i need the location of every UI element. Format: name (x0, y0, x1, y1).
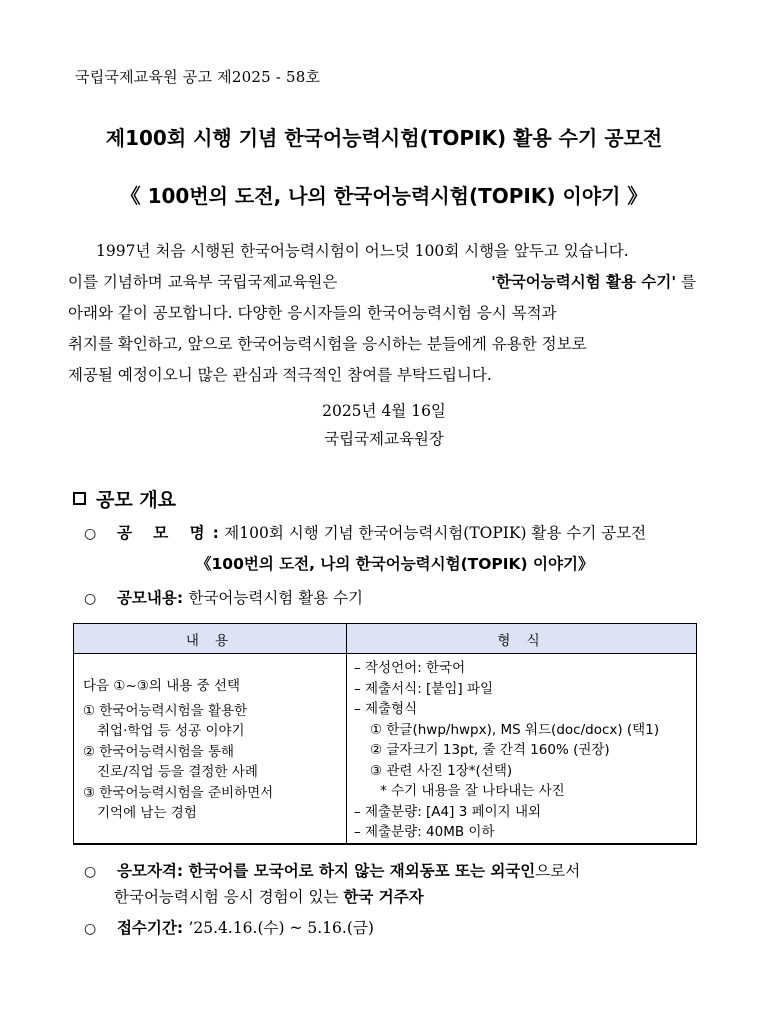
format-line: ① 한글(hwp/hwpx), MS 워드(doc/docx) (택1) (370, 721, 660, 738)
eligibility-pre: 한국어능력시험 응시 경험이 있는 (114, 888, 339, 906)
eligibility-label: 응모자격 (116, 862, 177, 880)
period-value: ’25.4.16.(수) ~ 5.16.(금) (188, 919, 374, 937)
format-line: – 제출형식 (354, 701, 418, 717)
format-line: ② 글자크기 13pt, 줄 간격 160% (권장) (370, 742, 610, 758)
content-line: 기억에 남는 경험 (97, 805, 197, 821)
format-line: * 수기 내용을 잘 나타내는 사진 (380, 783, 565, 799)
period-row: ○ 접수기간: ’25.4.16.(수) ~ 5.16.(금) (84, 919, 374, 937)
table-header-format: 형 식 (347, 624, 697, 654)
intro-line-3: 아래와 같이 공모합니다. 다양한 응시자들의 한국어능력시험 응시 목적과 (68, 304, 557, 322)
page-subtitle: 《 100번의 도전, 나의 한국어능력시험(TOPIK) 이야기 》 (120, 184, 648, 208)
contest-content-label: 공모내용 (116, 589, 177, 607)
circle-bullet-icon: ○ (84, 591, 97, 607)
content-line: ③ 한국어능력시험을 준비하면서 (83, 784, 274, 801)
format-line: – 제출분량: [A4] 3 페이지 내외 (354, 803, 542, 820)
page-title: 제100회 시행 기념 한국어능력시험(TOPIK) 활용 수기 공모전 (105, 126, 663, 150)
content-line: 진로/직업 등을 결정한 사례 (97, 764, 258, 780)
content-line: ① 한국어능력시험을 활용한 (83, 702, 248, 719)
circle-bullet-icon: ○ (84, 526, 97, 542)
contest-name-label: 공 모 명 (116, 524, 213, 542)
circle-bullet-icon: ○ (84, 921, 97, 937)
eligibility-post: 으로서 (535, 862, 581, 880)
table-bottom-rule (73, 843, 697, 845)
contest-content-value: 한국어능력시험 활용 수기 (188, 589, 364, 607)
intro-line-2-post: 를 (681, 273, 696, 291)
intro-highlight: '한국어능력시험 활용 수기' (491, 273, 677, 291)
intro-line-1: 1997년 처음 시행된 한국어능력시험이 어느덧 100회 시행을 앞두고 있습니다. (96, 242, 629, 260)
format-line: – 제출분량: 40MB 이하 (354, 824, 495, 840)
section-title: 공모 개요 (96, 489, 177, 511)
issuer: 국립국제교육원장 (324, 430, 444, 448)
content-line: ② 한국어능력시험을 통해 (83, 743, 235, 760)
contest-name-subtitle: 《100번의 도전, 나의 한국어능력시험(TOPIK) 이야기》 (196, 555, 594, 573)
format-line: – 작성언어: 한국어 (354, 660, 466, 676)
format-cell (347, 654, 697, 844)
period-label: 접수기간 (116, 919, 177, 937)
section-heading (73, 485, 176, 512)
format-line: – 제출서식: [붙임] 파일 (354, 680, 494, 697)
contest-content-row: ○ 공모내용: 한국어능력시험 활용 수기 (84, 589, 364, 607)
format-line: ③ 관련 사진 1장*(선택) (370, 762, 513, 779)
content-format-table (73, 623, 697, 844)
eligibility-row: ○ 응모자격: 한국어를 모국어로 하지 않는 재외동포 또는 외국인으로서 (84, 862, 581, 880)
intro-paragraph (68, 236, 696, 391)
content-line: 취업·학업 등 성공 이야기 (97, 723, 245, 739)
intro-line-2-pre: 이를 기념하며 교육부 국립국제교육원은 (68, 273, 338, 291)
eligibility-row-2 (114, 885, 424, 907)
checkbox-square-icon (73, 492, 86, 505)
table-header-content: 내 용 (74, 624, 347, 654)
intro-line-5: 제공될 예정이오니 많은 관심과 적극적인 참여를 부탁드립니다. (68, 366, 492, 384)
circle-bullet-icon: ○ (84, 864, 97, 880)
intro-line-2 (68, 267, 696, 298)
contest-name-value: 제100회 시행 기념 한국어능력시험(TOPIK) 활용 수기 공모전 (224, 524, 647, 542)
notice-number: 국립국제교육원 공고 제2025 - 58호 (75, 68, 321, 86)
intro-line-4: 취지를 확인하고, 앞으로 한국어능력시험을 응시하는 분들에게 유용한 정보로 (68, 335, 587, 353)
content-line: 다음 ①~③의 내용 중 선택 (83, 678, 241, 694)
content-cell (74, 654, 347, 844)
announcement-date: 2025년 4월 16일 (322, 402, 446, 420)
contest-name-row: ○ 공 모 명: 제100회 시행 기념 한국어능력시험(TOPIK) 활용 수기 공모전 (84, 524, 647, 542)
eligibility-highlight: 한국어를 모국어로 하지 않는 재외동포 또는 외국인 (188, 862, 536, 880)
eligibility-residence: 한국 거주자 (343, 888, 424, 906)
